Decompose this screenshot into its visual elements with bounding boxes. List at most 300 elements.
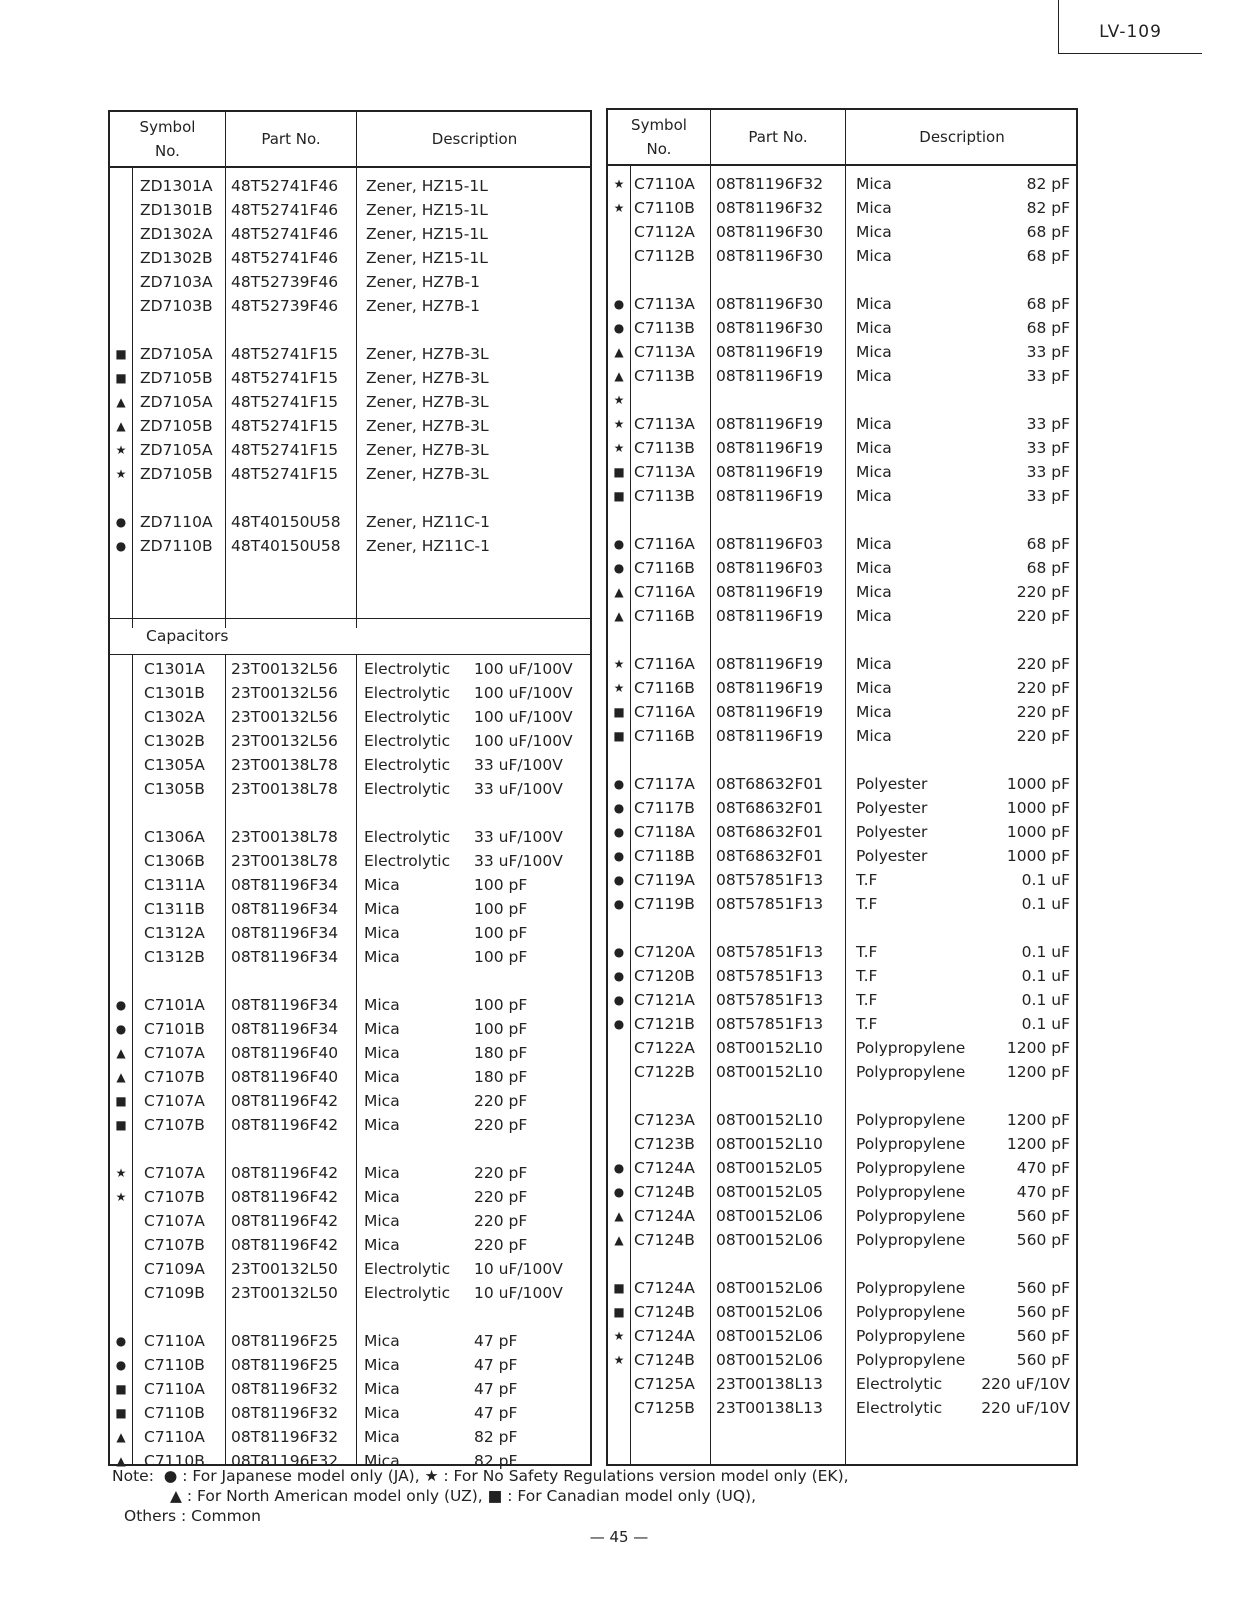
description: Mica bbox=[364, 1044, 400, 1062]
marker: ● bbox=[115, 1022, 127, 1036]
symbol-no: C7109B bbox=[144, 1284, 205, 1302]
symbol-no: C7121B bbox=[634, 1015, 695, 1033]
description: Mica bbox=[364, 996, 400, 1014]
value: 33 uF/100V bbox=[474, 852, 563, 870]
table-row bbox=[608, 1036, 1076, 1060]
table-row bbox=[110, 681, 590, 705]
symbol-no: C1302B bbox=[144, 732, 205, 750]
symbol-no: C7113B bbox=[634, 367, 695, 385]
description: Electrolytic bbox=[364, 852, 451, 870]
symbol-no: C7117B bbox=[634, 799, 695, 817]
value: 100 uF/100V bbox=[474, 660, 573, 678]
symbol-no: C7116B bbox=[634, 607, 695, 625]
value: 0.1 uF bbox=[1021, 943, 1070, 961]
value: 560 pF bbox=[1016, 1327, 1070, 1345]
symbol-no: ZD1302B bbox=[140, 249, 213, 267]
value: 82 pF bbox=[474, 1452, 518, 1470]
table-row bbox=[608, 340, 1076, 364]
symbol-no: ZD1301A bbox=[140, 177, 213, 195]
marker: ■ bbox=[115, 1406, 127, 1420]
description: Mica bbox=[856, 655, 892, 673]
table-row bbox=[110, 729, 590, 753]
table-row bbox=[110, 1257, 590, 1281]
value: 560 pF bbox=[1016, 1303, 1070, 1321]
part-no: 08T57851F13 bbox=[716, 871, 824, 889]
table-row bbox=[110, 534, 590, 558]
description: Polypropylene bbox=[856, 1279, 966, 1297]
table-row bbox=[608, 580, 1076, 604]
symbol-no: C7125A bbox=[634, 1375, 695, 1393]
table-row bbox=[608, 172, 1076, 196]
table-header bbox=[608, 110, 1076, 166]
table-row bbox=[608, 244, 1076, 268]
table-row bbox=[110, 246, 590, 270]
value: 0.1 uF bbox=[1021, 871, 1070, 889]
table-row bbox=[110, 1185, 590, 1209]
part-no: 48T52741F15 bbox=[231, 417, 339, 435]
part-no: 08T81196F19 bbox=[716, 343, 824, 361]
table-row bbox=[110, 1353, 590, 1377]
table-row bbox=[110, 462, 590, 486]
value: 10 uF/100V bbox=[474, 1284, 563, 1302]
value: 1000 pF bbox=[1006, 775, 1070, 793]
marker: ● bbox=[613, 321, 625, 335]
marker: ▲ bbox=[614, 609, 624, 623]
table-row bbox=[608, 1180, 1076, 1204]
symbol-no: C7107B bbox=[144, 1236, 205, 1254]
value: 220 pF bbox=[1016, 679, 1070, 697]
description: Mica bbox=[856, 199, 892, 217]
symbol-no: C7113A bbox=[634, 295, 695, 313]
symbol-no: C7122A bbox=[634, 1039, 695, 1057]
value: 560 pF bbox=[1016, 1207, 1070, 1225]
value: 68 pF bbox=[1026, 247, 1070, 265]
table-row bbox=[110, 657, 590, 681]
part-no: 08T81196F40 bbox=[231, 1068, 339, 1086]
symbol-no: C7124A bbox=[634, 1327, 695, 1345]
parts-table-right bbox=[606, 108, 1078, 1466]
table-row bbox=[110, 366, 590, 390]
table-row bbox=[608, 700, 1076, 724]
description: Mica bbox=[364, 1188, 400, 1206]
description: Zener, HZ15-1L bbox=[366, 177, 488, 195]
symbol-no: C1301B bbox=[144, 684, 205, 702]
description: Mica bbox=[856, 295, 892, 313]
description: Polypropylene bbox=[856, 1183, 966, 1201]
table-row bbox=[608, 652, 1076, 676]
table-row bbox=[110, 1377, 590, 1401]
table-row bbox=[608, 436, 1076, 460]
part-no: 23T00132L56 bbox=[231, 732, 338, 750]
part-no: 23T00132L50 bbox=[231, 1284, 338, 1302]
symbol-no: C7113A bbox=[634, 463, 695, 481]
description: Zener, HZ11C-1 bbox=[366, 537, 491, 555]
section-rule bbox=[110, 618, 590, 619]
description: Polypropylene bbox=[856, 1039, 966, 1057]
description: Electrolytic bbox=[364, 828, 451, 846]
table-row bbox=[110, 873, 590, 897]
description: Mica bbox=[856, 439, 892, 457]
table-row bbox=[110, 993, 590, 1017]
symbol-no: C7116B bbox=[634, 559, 695, 577]
table-row bbox=[608, 868, 1076, 892]
marker: ▲ bbox=[116, 1454, 126, 1468]
part-no: 08T81196F32 bbox=[716, 175, 824, 193]
part-no: 08T81196F42 bbox=[231, 1092, 339, 1110]
symbol-no: C7112B bbox=[634, 247, 695, 265]
symbol-no: C1311A bbox=[144, 876, 205, 894]
marker: ● bbox=[613, 873, 625, 887]
part-no: 08T81196F19 bbox=[716, 367, 824, 385]
description: Electrolytic bbox=[364, 732, 451, 750]
symbol-no: C1312B bbox=[144, 948, 205, 966]
marker: ■ bbox=[613, 729, 625, 743]
table-row bbox=[110, 1233, 590, 1257]
part-no: 08T81196F03 bbox=[716, 535, 824, 553]
marker: ● bbox=[613, 297, 625, 311]
value: 220 pF bbox=[474, 1164, 528, 1182]
marker: ▲ bbox=[116, 419, 126, 433]
part-no: 08T00152L10 bbox=[716, 1135, 823, 1153]
description: Electrolytic bbox=[364, 684, 451, 702]
note-line-2: ▲ : For North American model only (UZ), ■ : For Canadian model only (UQ), bbox=[170, 1487, 757, 1505]
value: 47 pF bbox=[474, 1332, 518, 1350]
table-row bbox=[110, 1089, 590, 1113]
marker: ★ bbox=[613, 393, 625, 407]
part-no: 08T81196F34 bbox=[231, 948, 339, 966]
table-row bbox=[608, 1348, 1076, 1372]
description: Electrolytic bbox=[364, 780, 451, 798]
marker: ★ bbox=[613, 657, 625, 671]
part-no: 08T57851F13 bbox=[716, 943, 824, 961]
table-row bbox=[608, 412, 1076, 436]
table-row bbox=[608, 604, 1076, 628]
value: 33 pF bbox=[1026, 463, 1070, 481]
value: 82 pF bbox=[1026, 175, 1070, 193]
symbol-no: C7110A bbox=[144, 1332, 205, 1350]
part-no: 08T00152L06 bbox=[716, 1207, 823, 1225]
part-no: 08T81196F19 bbox=[716, 583, 824, 601]
value: 220 pF bbox=[474, 1092, 528, 1110]
description: Polyester bbox=[856, 847, 928, 865]
description: Mica bbox=[364, 876, 400, 894]
description: Zener, HZ7B-3L bbox=[366, 465, 489, 483]
description: Mica bbox=[856, 583, 892, 601]
part-no: 48T52741F15 bbox=[231, 345, 339, 363]
value: 82 pF bbox=[1026, 199, 1070, 217]
symbol-no: C7124B bbox=[634, 1183, 695, 1201]
part-no: 08T68632F01 bbox=[716, 847, 824, 865]
description: T.F bbox=[856, 991, 878, 1009]
description: Mica bbox=[364, 1452, 400, 1470]
description: Mica bbox=[364, 1164, 400, 1182]
description: Mica bbox=[856, 703, 892, 721]
value: 68 pF bbox=[1026, 319, 1070, 337]
symbol-no: ZD7105A bbox=[140, 393, 213, 411]
description: Electrolytic bbox=[364, 660, 451, 678]
header-description: Description bbox=[431, 130, 518, 148]
part-no: 48T52741F15 bbox=[231, 465, 339, 483]
note-line-1: Note: ● : For Japanese model only (JA), ★ : For No Safety Regulations version model only (EK), bbox=[112, 1467, 849, 1485]
value: 33 uF/100V bbox=[474, 828, 563, 846]
symbol-no: C7107B bbox=[144, 1068, 205, 1086]
table-row bbox=[608, 1012, 1076, 1036]
description: Mica bbox=[856, 463, 892, 481]
value: 180 pF bbox=[474, 1068, 528, 1086]
part-no: 48T52741F46 bbox=[231, 249, 339, 267]
symbol-no: C1305A bbox=[144, 756, 205, 774]
value: 220 pF bbox=[1016, 607, 1070, 625]
table-row bbox=[110, 705, 590, 729]
description: T.F bbox=[856, 871, 878, 889]
description: Polyester bbox=[856, 799, 928, 817]
part-no: 08T81196F32 bbox=[231, 1428, 339, 1446]
symbol-no: C1306A bbox=[144, 828, 205, 846]
description: Polypropylene bbox=[856, 1303, 966, 1321]
table-row bbox=[608, 1372, 1076, 1396]
part-no: 08T00152L06 bbox=[716, 1231, 823, 1249]
value: 33 uF/100V bbox=[474, 780, 563, 798]
symbol-no: C7122B bbox=[634, 1063, 695, 1081]
value: 220 uF/10V bbox=[981, 1375, 1070, 1393]
marker: ▲ bbox=[116, 395, 126, 409]
description: Zener, HZ7B-3L bbox=[366, 441, 489, 459]
table-row bbox=[608, 556, 1076, 580]
symbol-no: C7113B bbox=[634, 439, 695, 457]
part-no: 08T81196F19 bbox=[716, 727, 824, 745]
symbol-no: C7110B bbox=[144, 1452, 205, 1470]
symbol-no: C7113B bbox=[634, 487, 695, 505]
symbol-no: C7116A bbox=[634, 583, 695, 601]
marker: ■ bbox=[115, 1118, 127, 1132]
marker: ▲ bbox=[614, 1209, 624, 1223]
table-row bbox=[608, 292, 1076, 316]
table-row bbox=[110, 510, 590, 534]
symbol-no: ZD1301B bbox=[140, 201, 213, 219]
page-number: — 45 — bbox=[589, 1528, 649, 1546]
symbol-no: C7123B bbox=[634, 1135, 695, 1153]
description: Zener, HZ7B-3L bbox=[366, 393, 489, 411]
symbol-no: C7124B bbox=[634, 1351, 695, 1369]
table-row bbox=[110, 198, 590, 222]
symbol-no: C1311B bbox=[144, 900, 205, 918]
table-row bbox=[110, 1017, 590, 1041]
symbol-no: ZD7105B bbox=[140, 417, 213, 435]
part-no: 08T00152L06 bbox=[716, 1351, 823, 1369]
part-no: 48T40150U58 bbox=[231, 537, 341, 555]
part-no: 48T52741F15 bbox=[231, 393, 339, 411]
symbol-no: ZD7105A bbox=[140, 345, 213, 363]
value: 100 pF bbox=[474, 924, 528, 942]
value: 1200 pF bbox=[1006, 1039, 1070, 1057]
marker: ● bbox=[613, 993, 625, 1007]
marker: ● bbox=[115, 998, 127, 1012]
part-no: 08T81196F34 bbox=[231, 924, 339, 942]
part-no: 08T81196F34 bbox=[231, 900, 339, 918]
symbol-no: C7113B bbox=[634, 319, 695, 337]
table-row bbox=[110, 1113, 590, 1137]
symbol-no: ZD7105A bbox=[140, 441, 213, 459]
value: 1000 pF bbox=[1006, 823, 1070, 841]
symbol-no: C7119B bbox=[634, 895, 695, 913]
description: Mica bbox=[364, 1212, 400, 1230]
value: 220 pF bbox=[1016, 727, 1070, 745]
marker: ■ bbox=[115, 1382, 127, 1396]
part-no: 08T81196F34 bbox=[231, 1020, 339, 1038]
part-no: 08T81196F30 bbox=[716, 223, 824, 241]
table-row bbox=[110, 849, 590, 873]
symbol-no: C7118A bbox=[634, 823, 695, 841]
marker: ● bbox=[613, 777, 625, 791]
header-symbol: Symbol No. bbox=[631, 116, 687, 158]
value: 0.1 uF bbox=[1021, 991, 1070, 1009]
note-line-3: Others : Common bbox=[124, 1507, 261, 1525]
description: Electrolytic bbox=[364, 756, 451, 774]
table-row bbox=[608, 1204, 1076, 1228]
symbol-no: C7123A bbox=[634, 1111, 695, 1129]
part-no: 08T81196F42 bbox=[231, 1164, 339, 1182]
table-row bbox=[608, 796, 1076, 820]
table-row bbox=[110, 294, 590, 318]
description: Mica bbox=[856, 487, 892, 505]
symbol-no: C7124A bbox=[634, 1207, 695, 1225]
part-no: 08T81196F30 bbox=[716, 247, 824, 265]
symbol-no: ZD7105B bbox=[140, 465, 213, 483]
part-no: 23T00138L78 bbox=[231, 780, 338, 798]
header-part-no: Part No. bbox=[261, 130, 321, 148]
marker: ★ bbox=[115, 1166, 127, 1180]
description: Mica bbox=[856, 319, 892, 337]
description: Mica bbox=[364, 1068, 400, 1086]
table-row bbox=[608, 460, 1076, 484]
description: Mica bbox=[856, 367, 892, 385]
value: 100 uF/100V bbox=[474, 732, 573, 750]
description: Mica bbox=[856, 727, 892, 745]
section-title-capacitors: Capacitors bbox=[146, 627, 229, 645]
marker: ★ bbox=[613, 417, 625, 431]
table-row bbox=[608, 676, 1076, 700]
part-no: 08T81196F25 bbox=[231, 1332, 339, 1350]
description: Zener, HZ11C-1 bbox=[366, 513, 491, 531]
symbol-no: C7116B bbox=[634, 679, 695, 697]
value: 100 uF/100V bbox=[474, 708, 573, 726]
value: 100 pF bbox=[474, 876, 528, 894]
description: Polypropylene bbox=[856, 1063, 966, 1081]
description: Mica bbox=[364, 1428, 400, 1446]
value: 560 pF bbox=[1016, 1351, 1070, 1369]
description: Mica bbox=[856, 175, 892, 193]
marker: ■ bbox=[613, 1281, 625, 1295]
value: 220 pF bbox=[474, 1116, 528, 1134]
symbol-no: C1312A bbox=[144, 924, 205, 942]
table-row bbox=[608, 388, 1076, 412]
description: Mica bbox=[856, 415, 892, 433]
part-no: 08T00152L10 bbox=[716, 1063, 823, 1081]
marker: ■ bbox=[613, 705, 625, 719]
value: 100 pF bbox=[474, 996, 528, 1014]
value: 1200 pF bbox=[1006, 1111, 1070, 1129]
table-row bbox=[608, 1276, 1076, 1300]
part-no: 08T81196F32 bbox=[231, 1452, 339, 1470]
value: 220 pF bbox=[1016, 583, 1070, 601]
symbol-no: C7107B bbox=[144, 1188, 205, 1206]
description: Mica bbox=[364, 1116, 400, 1134]
symbol-no: C7113A bbox=[634, 343, 695, 361]
value: 1000 pF bbox=[1006, 847, 1070, 865]
symbol-no: C7110A bbox=[634, 175, 695, 193]
part-no: 08T81196F19 bbox=[716, 679, 824, 697]
symbol-no: C7120B bbox=[634, 967, 695, 985]
part-no: 08T68632F01 bbox=[716, 775, 824, 793]
symbol-no: C7124B bbox=[634, 1231, 695, 1249]
table-row bbox=[110, 1161, 590, 1185]
part-no: 08T00152L10 bbox=[716, 1111, 823, 1129]
part-no: 08T81196F19 bbox=[716, 655, 824, 673]
symbol-no: C7110A bbox=[144, 1380, 205, 1398]
table-row bbox=[110, 825, 590, 849]
description: Polypropylene bbox=[856, 1327, 966, 1345]
value: 33 pF bbox=[1026, 415, 1070, 433]
table-row bbox=[110, 438, 590, 462]
symbol-no: C7113A bbox=[634, 415, 695, 433]
part-no: 08T81196F25 bbox=[231, 1356, 339, 1374]
part-no: 48T52739F46 bbox=[231, 297, 339, 315]
value: 1200 pF bbox=[1006, 1063, 1070, 1081]
table-row bbox=[608, 316, 1076, 340]
description: Zener, HZ7B-3L bbox=[366, 417, 489, 435]
marker: ● bbox=[613, 825, 625, 839]
table-header bbox=[110, 112, 590, 168]
part-no: 08T81196F42 bbox=[231, 1236, 339, 1254]
description: Mica bbox=[856, 535, 892, 553]
marker: ■ bbox=[115, 1094, 127, 1108]
table-row bbox=[608, 220, 1076, 244]
marker: ▲ bbox=[614, 585, 624, 599]
marker: ★ bbox=[613, 1353, 625, 1367]
symbol-no: C7120A bbox=[634, 943, 695, 961]
symbol-no: C7118B bbox=[634, 847, 695, 865]
value: 180 pF bbox=[474, 1044, 528, 1062]
description: Polypropylene bbox=[856, 1135, 966, 1153]
value: 470 pF bbox=[1016, 1183, 1070, 1201]
part-no: 08T57851F13 bbox=[716, 967, 824, 985]
value: 1200 pF bbox=[1006, 1135, 1070, 1153]
marker: ★ bbox=[115, 1190, 127, 1204]
symbol-no: C7107A bbox=[144, 1212, 205, 1230]
part-no: 23T00138L13 bbox=[716, 1399, 823, 1417]
description: Polypropylene bbox=[856, 1159, 966, 1177]
value: 68 pF bbox=[1026, 295, 1070, 313]
description: T.F bbox=[856, 967, 878, 985]
symbol-no: C7112A bbox=[634, 223, 695, 241]
part-no: 23T00132L56 bbox=[231, 684, 338, 702]
symbol-no: C7110B bbox=[144, 1404, 205, 1422]
value: 220 uF/10V bbox=[981, 1399, 1070, 1417]
description: Mica bbox=[364, 1020, 400, 1038]
part-no: 08T81196F34 bbox=[231, 876, 339, 894]
value: 33 pF bbox=[1026, 439, 1070, 457]
description: Mica bbox=[856, 679, 892, 697]
part-no: 08T57851F13 bbox=[716, 991, 824, 1009]
table-row bbox=[110, 270, 590, 294]
part-no: 48T52741F15 bbox=[231, 441, 339, 459]
marker: ★ bbox=[115, 443, 127, 457]
description: T.F bbox=[856, 895, 878, 913]
marker: ● bbox=[613, 1185, 625, 1199]
parts-table-left bbox=[108, 110, 592, 1470]
part-no: 48T52741F46 bbox=[231, 177, 339, 195]
part-no: 08T81196F32 bbox=[716, 199, 824, 217]
